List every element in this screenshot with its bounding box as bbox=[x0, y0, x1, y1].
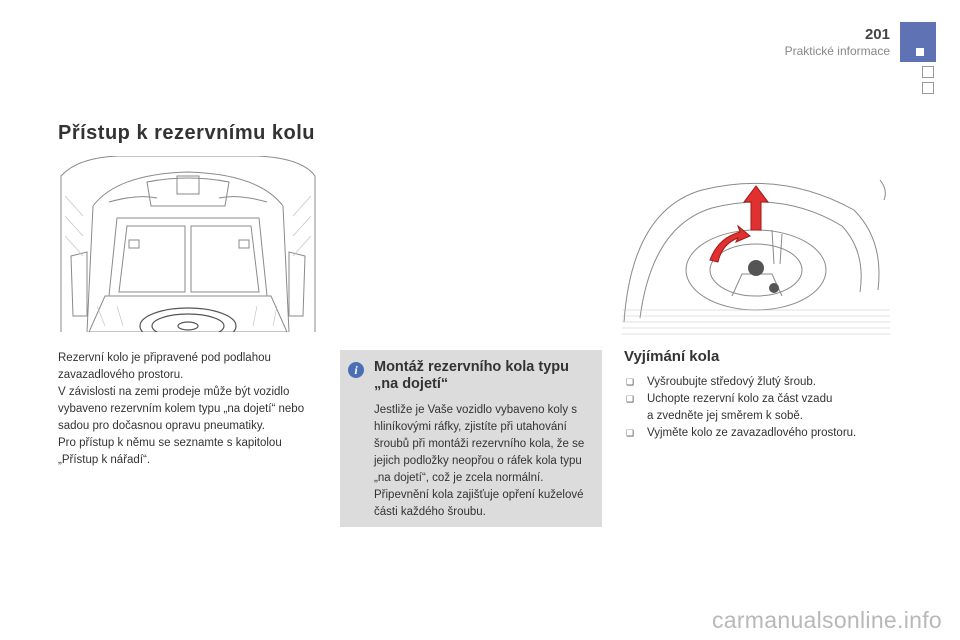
info-box-text: Jestliže je Vaše vozidlo vybaveno koly s hliníkovými ráfky, zjistíte při utahování šroubů při montáži rezervního kola, že se jejich podložky neopřou o ráfek kola typu „na dojetí“, což je zcela normální. Připevnění kola zajišťuje opření kuželové části každého šroubu. bbox=[374, 404, 585, 518]
watermark: carmanualsonline.info bbox=[711, 607, 942, 633]
list-item bbox=[624, 425, 904, 442]
section-name: Praktické informace bbox=[784, 44, 890, 58]
step-text: Vyjměte kolo ze zavazadlového prostoru. bbox=[647, 427, 857, 439]
step-text: Vyšroubujte středový žlutý šroub. bbox=[647, 376, 816, 388]
trunk-illustration bbox=[57, 156, 319, 332]
page-number: 201 bbox=[864, 26, 890, 43]
bullet-icon: ❑ bbox=[626, 428, 635, 438]
list-item bbox=[624, 391, 904, 425]
chapter-tab[interactable] bbox=[900, 22, 936, 62]
chapter-nav-box[interactable] bbox=[922, 66, 934, 78]
removal-section-title: Vyjímání kola bbox=[624, 348, 720, 365]
info-icon: i bbox=[348, 362, 364, 378]
intro-paragraph: Rezervní kolo je připravené pod podlahou zavazadlového prostoru. V závislosti na zemi prodeje může být vozidlo vybaveno rezervním kolem typu „na dojetí“ nebo sadou pro dočasnou opravu pneumatiky. Pro přístup k němu se seznamte s kapitolou „Přístup k nářadí“. bbox=[58, 352, 305, 466]
chapter-nav-box[interactable] bbox=[922, 82, 934, 94]
step-text: Uchopte rezervní kolo za část vzadu a zvedněte jej směrem k sobě. bbox=[647, 393, 833, 422]
page-title: Přístup k rezervnímu kolu bbox=[58, 122, 316, 144]
info-box bbox=[340, 350, 602, 527]
spare-wheel-illustration bbox=[622, 170, 890, 342]
chapter-tab-marker bbox=[916, 48, 924, 56]
removal-steps bbox=[624, 374, 904, 442]
intro-text bbox=[58, 350, 320, 469]
info-box-title: Montáž rezervního kola typu „na dojetí“ bbox=[374, 359, 569, 392]
list-item bbox=[624, 374, 904, 391]
bullet-icon: ❑ bbox=[626, 394, 635, 404]
bullet-icon: ❑ bbox=[626, 377, 635, 387]
